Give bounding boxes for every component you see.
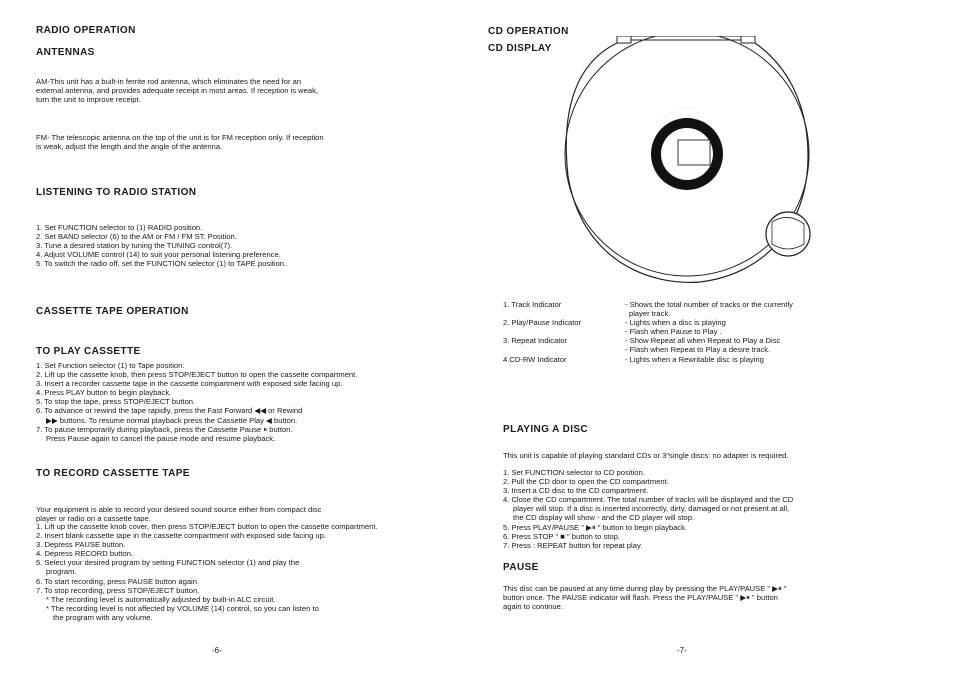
listening-steps: 1. Set FUNCTION selector to (1) RADIO position. 2. Set BAND selector (6) to the AM or FM / FM ST. Position. 3. Tune a desired station by tuning the TUNING control(7). 4. Adjust VOLUME control (14) to suit your personal listening preference. 5. To switch the radio off, set the FUNCTION selector (1) to TAPE position.	[36, 223, 287, 269]
pause-text: This disc can be paused at any time during play by pressing the PLAY/PAUSE " ▶⏸ " button once. The PAUSE indicator will flash. Press the PLAY/PAUSE " ▶⏸ " button again to continue.	[503, 584, 787, 612]
record-intro: Your equipment is able to record your desired sound source either from compact disc player or radio on a cassette tape.	[36, 505, 322, 524]
radio-operation-title: RADIO OPERATION	[36, 25, 136, 36]
pause-heading: PAUSE	[503, 562, 539, 573]
device-label-text: CD-Radio PLAYBACK	[657, 105, 698, 125]
cd-display-heading: CD DISPLAY	[488, 43, 552, 54]
fm-antenna-text: FM- The telescopic antenna on the top of the unit is for FM reception only. If reception is weak, adjust the length and the angle of the antenna.	[36, 133, 324, 152]
hinge-right-block	[741, 36, 755, 43]
hinge-left-block	[617, 36, 631, 43]
playing-intro: This unit is capable of playing standard CDs or 3"single discs: no adapter is required.	[503, 451, 789, 460]
play-cassette-heading: TO PLAY CASSETTE	[36, 346, 141, 357]
antennas-heading: ANTENNAS	[36, 47, 95, 58]
play-cassette-steps: 1. Set Function selector (1) to Tape position. 2. Lift up the cassette knob, then press STOP/EJECT button to open the cassette compartment. 3. Insert a recorder cassette tape in the cassette compartment with exposed side facing up. 4. Press PLAY button to begin playback. 5. To stop the tape, press STOP/EJECT button. 6. To advance or rewind the tape rapidly, press the Fast Forward ◀◀ or Rewind ▶▶ buttons. To resume normal playback press the Cassette Play ◀ button. 7. To pause temporarily during playback, press the Cassette Pause ⏸ button. Press Pause again to cancel the pause mode and resume playback.	[36, 361, 358, 443]
am-antenna-text: AM-This unit has a built-in ferrite rod antenna, which eliminates the need for an external antenna, and provides adequate receipt in most areas. If reception is weak, turn the unit to improve receipt.	[36, 77, 318, 105]
page-number-left: -6-	[212, 646, 222, 655]
playing-steps: 1. Set FUNCTION selector to CD position. 2. Pull the CD door to open the CD compartment. 3. Insert a CD disc to the CD compartment. 4. Close the CD compartment. The total number of tracks will be displayed and the CD player will stop. If a disc is inserted incorrectly, dirty, damaged or not present at all, the CD display will show - and the CD player will stop. 5. Press PLAY/PAUSE " ▶⏸ " button to begin playback. 6. Press STOP " ■ " button to stop. 7. Press : REPEAT button for repeat play.	[503, 468, 794, 550]
cassette-heading: CASSETTE TAPE OPERATION	[36, 306, 189, 317]
record-steps: 1. Lift up the cassette knob cover, then press STOP/EJECT button to open the cassette compartment. 2. Insert blank cassette tape in the cassette compartment with exposed side facing up. 3. Depress PAUSE button. 4. Depress RECORD button. 5. Select your desired program by setting FUNCTION selector (1) and play the program. 6. To start recording, press PAUSE button again. 7. To stop recording, press STOP/EJECT button. * The recording level is automatically adjusted by built-in ALC circuit. * The recording level is not affected by VOLUME (14) control, so you can listen to the program with any volume.	[36, 522, 378, 622]
record-cassette-heading: TO RECORD CASSETTE TAPE	[36, 468, 190, 479]
page-number-right: -7-	[677, 646, 687, 655]
cd-operation-title: CD OPERATION	[488, 26, 569, 37]
playing-disc-heading: PLAYING A DISC	[503, 424, 589, 435]
lcd-screen	[678, 140, 710, 165]
listening-heading: LISTENING TO RADIO STATION	[36, 187, 197, 198]
cd-player-illustration	[560, 36, 815, 286]
